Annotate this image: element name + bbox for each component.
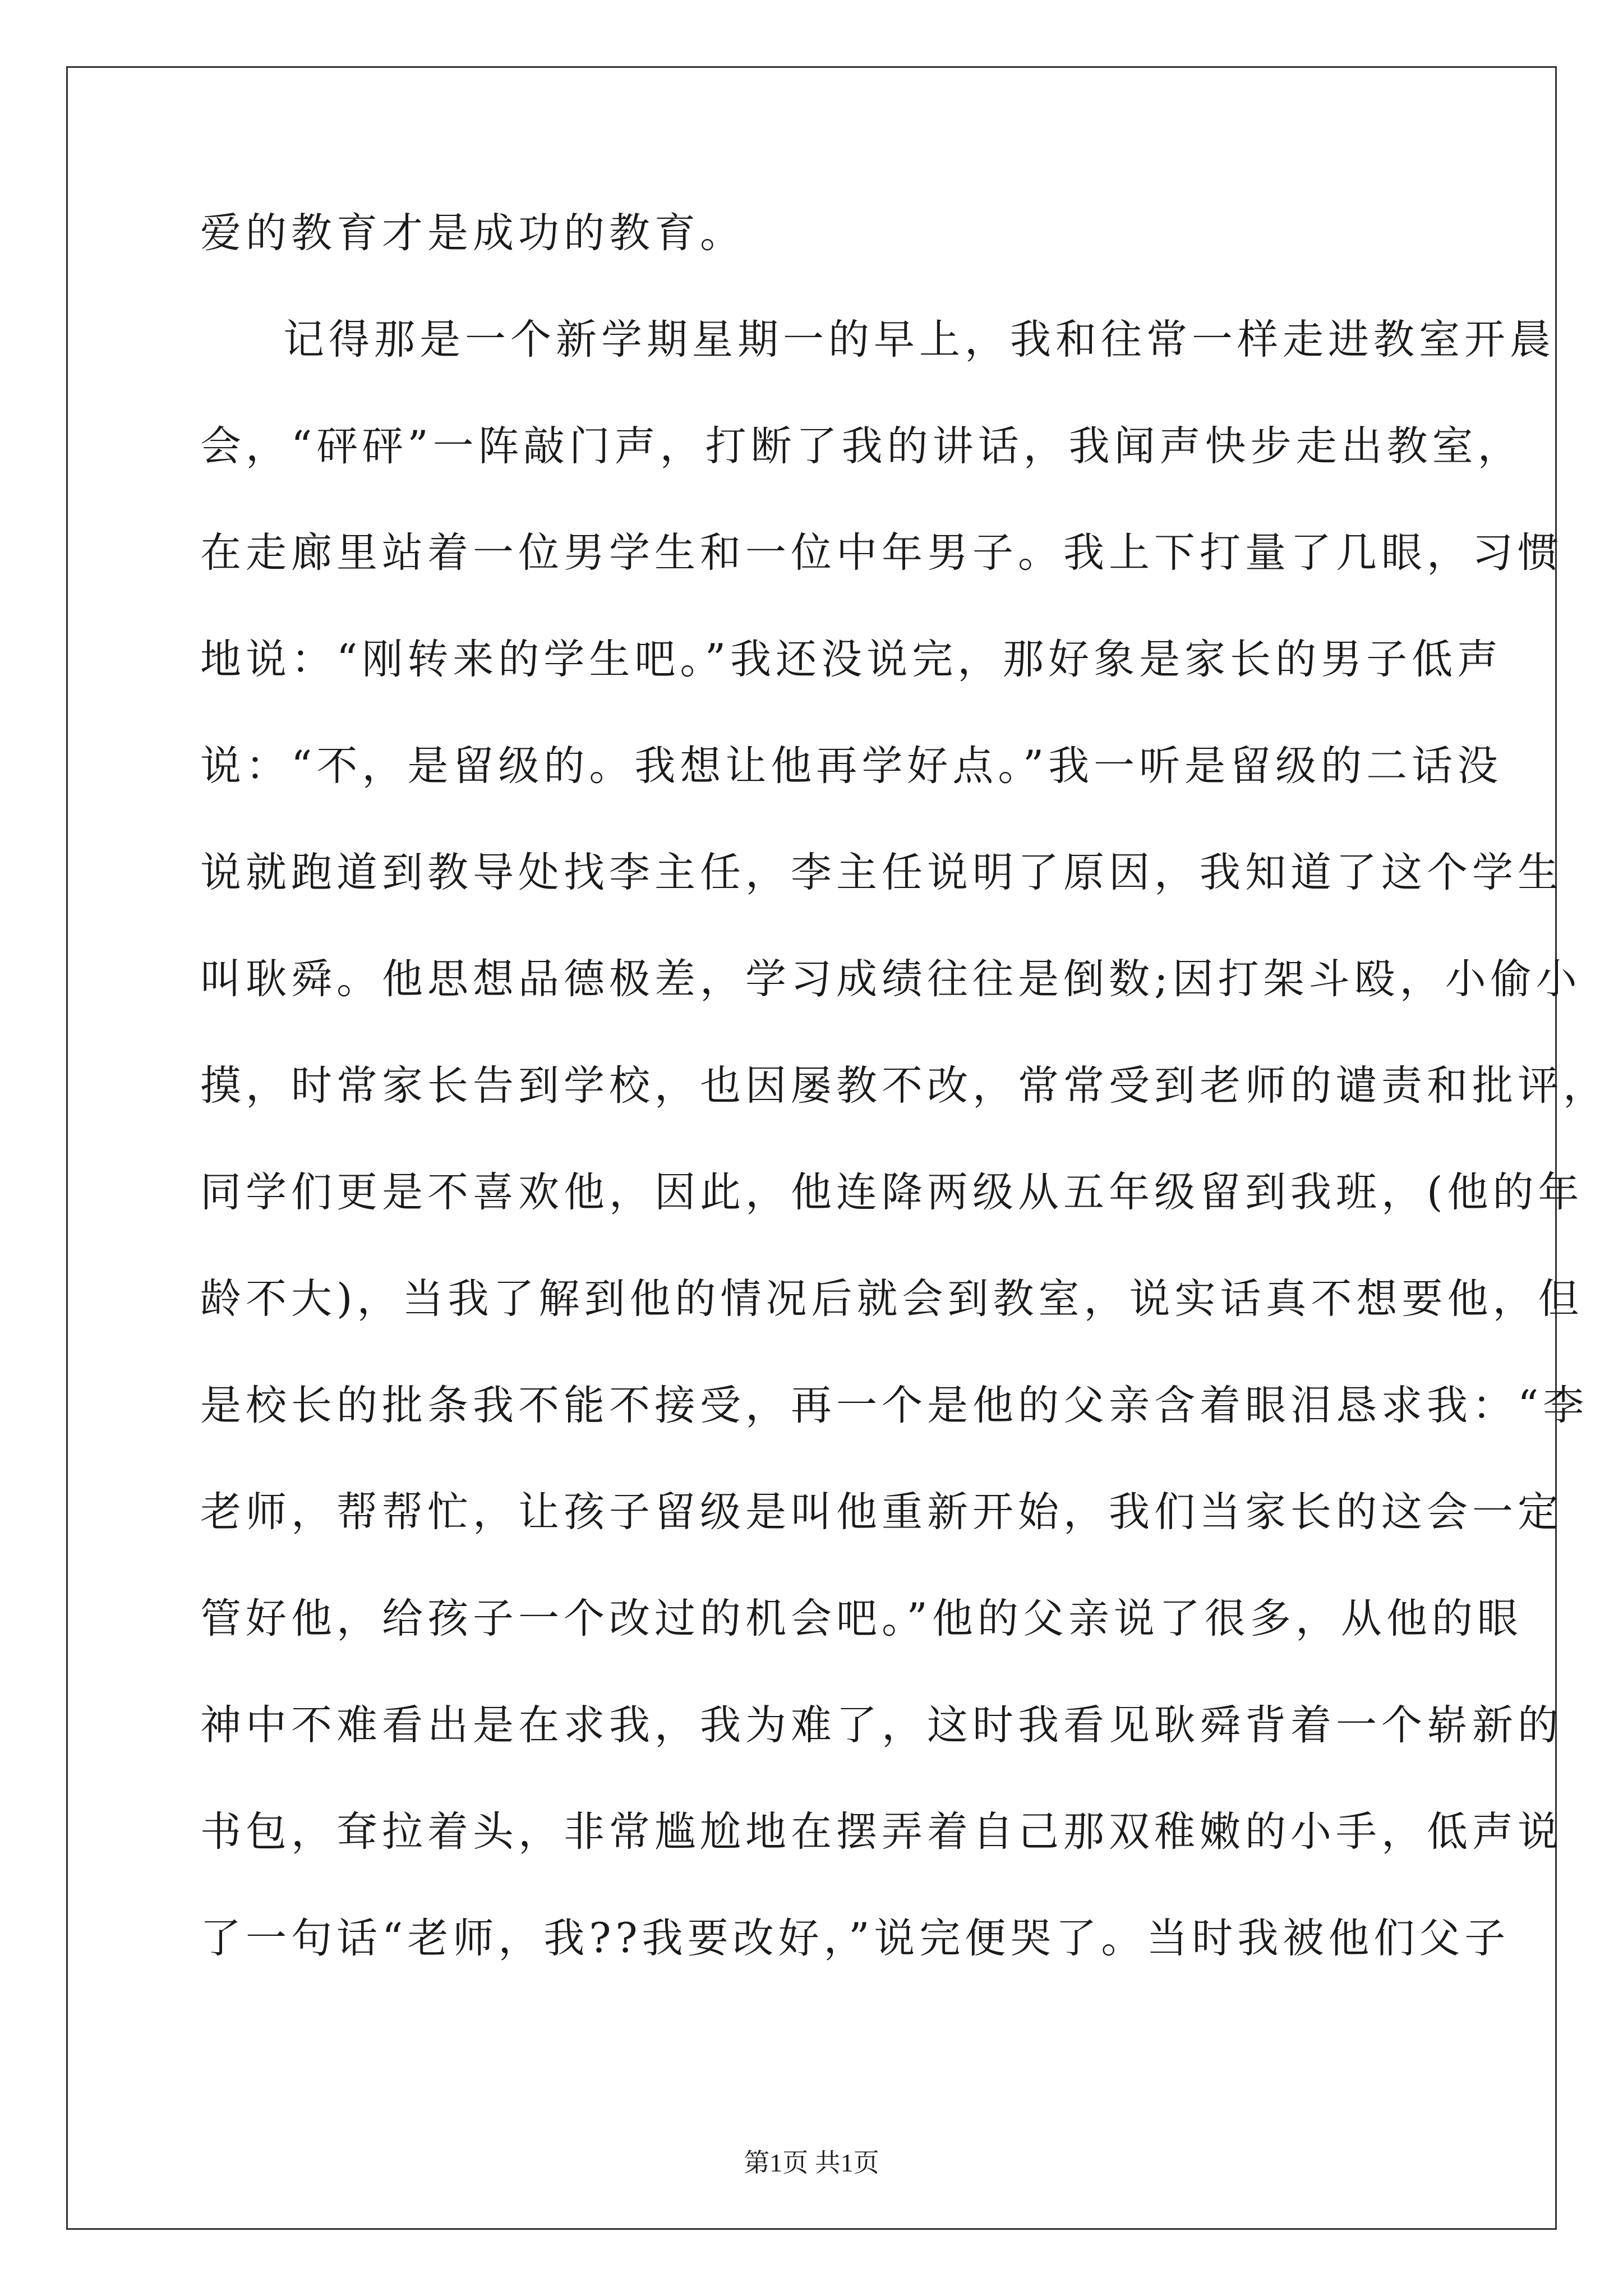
page-border (66, 66, 1557, 2230)
text-line-3: 会，“砰砰”一阵敲门声，打断了我的讲话，我闻声快步走出教室， (200, 422, 1523, 470)
text-line-1: 爱的教育才是成功的教育。 (200, 209, 745, 257)
text-line-15: 神中不难看出是在求我，我为难了，这时我看见耿舜背着一个崭新的 (200, 1701, 1563, 1749)
text-line-13: 老师，帮帮忙，让孩子留级是叫他重新开始，我们当家长的这会一定 (200, 1488, 1563, 1536)
text-line-16: 书包，耷拉着头，非常尴尬地在摆弄着自己那双稚嫩的小手，低声说 (200, 1808, 1563, 1856)
text-line-14: 管好他，给孩子一个改过的机会吧。”他的父亲说了很多，从他的眼 (200, 1595, 1523, 1642)
text-line-17: 了一句话“老师，我??我要改好，”说完便哭了。当时我被他们父子 (200, 1915, 1510, 1962)
page-footer: 第1页 共1页 (744, 2148, 879, 2177)
text-line-5: 地说：“刚转来的学生吧。”我还没说完，那好象是家长的男子低声 (200, 636, 1503, 683)
text-line-8: 叫耿舜。他思想品德极差，学习成绩往往是倒数;因打架斗殴，小偷小 (200, 955, 1581, 1003)
text-line-4: 在走廊里站着一位男学生和一位中年男子。我上下打量了几眼，习惯 (200, 529, 1563, 577)
text-line-7: 说就跑道到教导处找李主任，李主任说明了原因，我知道了这个学生 (200, 849, 1563, 896)
text-line-6: 说：“不，是留级的。我想让他再学好点。”我一听是留级的二话没 (200, 742, 1503, 790)
text-line-10: 同学们更是不喜欢他，因此，他连降两级从五年级留到我班，(他的年 (200, 1168, 1584, 1216)
text-line-2: 记得那是一个新学期星期一的早上，我和往常一样走进教室开晨 (283, 316, 1555, 364)
text-line-11: 龄不大)，当我了解到他的情况后就会到教室，说实话真不想要他，但 (200, 1275, 1584, 1323)
text-line-12: 是校长的批条我不能不接受，再一个是他的父亲含着眼泪恳求我：“李 (200, 1382, 1589, 1429)
text-line-9: 摸，时常家长告到学校，也因屡教不改，常常受到老师的谴责和批评， (200, 1062, 1608, 1110)
